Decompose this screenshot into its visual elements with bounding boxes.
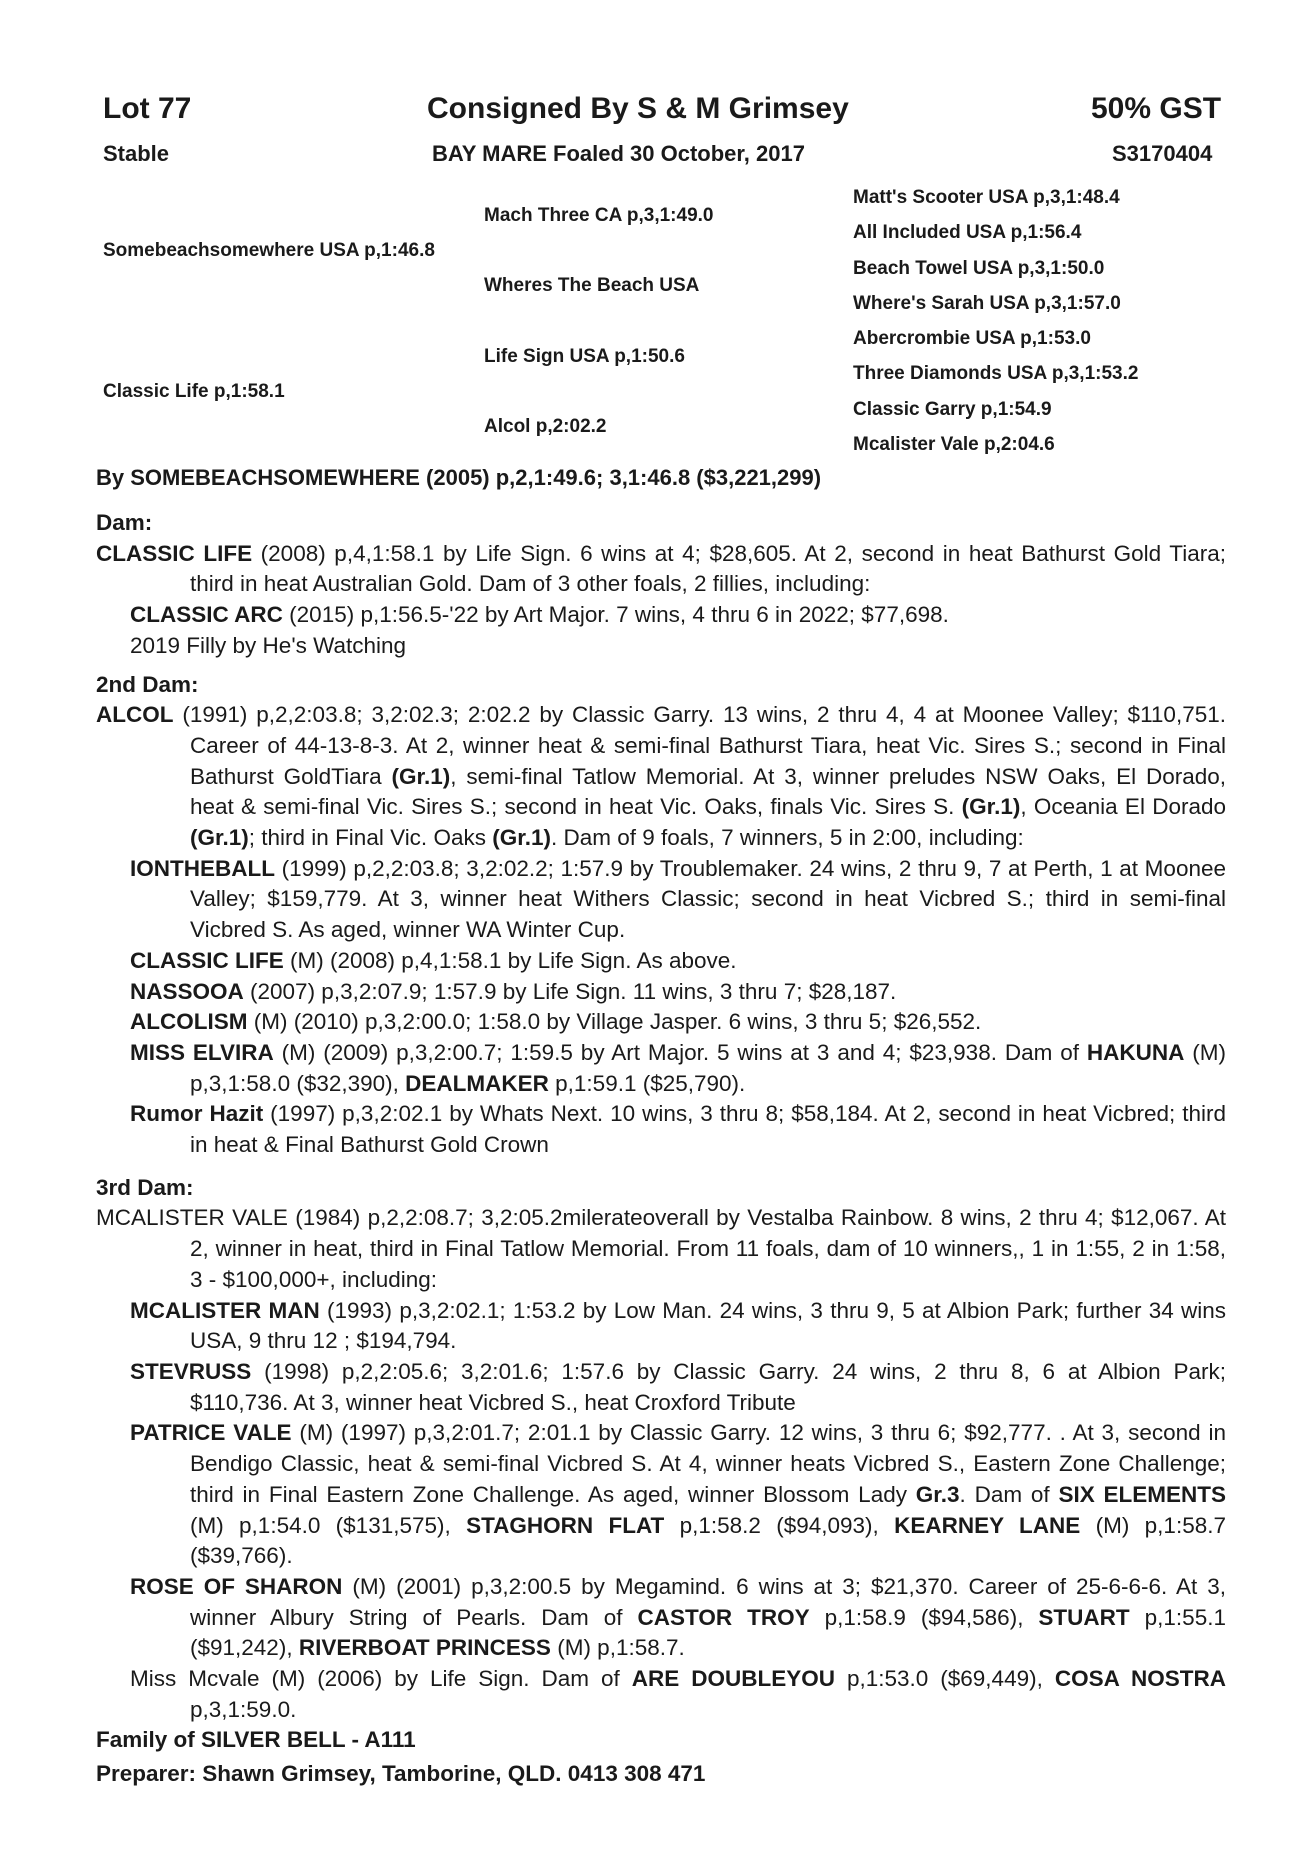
gst-note: 50% GST: [1091, 92, 1222, 125]
second-dam-heading: 2nd Dam:: [96, 671, 199, 697]
offspring-name: RIVERBOAT PRINCESS: [298, 1635, 551, 1661]
second-dam-progeny-3: [96, 977, 1226, 1008]
progeny-text: (M) p,3,1:58.0 ($32,390),: [190, 1039, 1226, 1096]
pedigree-dam: Classic Life p,1:58.1: [103, 381, 285, 402]
progeny-text: (M) p,1:58.7 ($39,766).: [190, 1512, 1226, 1569]
third-dam-progeny-5: [96, 1664, 1226, 1725]
offspring-name: CASTOR TROY: [637, 1604, 810, 1630]
entry-text: . Dam of 9 foals, 7 winners, 5 in 2:00, including:: [551, 825, 1024, 851]
entry-text: , Oceania El Dorado: [1020, 794, 1226, 820]
second-dam-progeny-2: [96, 946, 1226, 977]
dam-entry: [96, 539, 1226, 600]
progeny-text: (1993) p,3,2:02.1; 1:53.2 by Low Man. 24 wins, 3 thru 9, 5 at Albion Park; further 34 wins USA, 9 thru 12 ; $194,794.: [190, 1297, 1227, 1354]
offspring-name: STAGHORN FLAT: [466, 1512, 665, 1538]
pedigree-dam-dam: Alcol p,2:02.2: [484, 416, 607, 437]
progeny-name: PATRICE VALE: [130, 1420, 292, 1446]
grade-label: (Gr.1): [190, 825, 249, 851]
offspring-name: STUART: [1038, 1604, 1130, 1630]
progeny-text: p,1:59.1 ($25,790).: [548, 1070, 746, 1096]
pedigree-sire-dam: Wheres The Beach USA: [484, 275, 700, 296]
pedigree-ggen-4: Where's Sarah USA p,3,1:57.0: [853, 293, 1121, 314]
progeny-text: (2015) p,1:56.5-'22 by Art Major. 7 wins, 4 thru 6 in 2022; $77,698.: [282, 602, 949, 628]
progeny-text: p,1:58.2 ($94,093),: [664, 1512, 895, 1538]
consignor: Consigned By S & M Grimsey: [427, 92, 849, 125]
pedigree-notes: [96, 508, 1226, 1790]
progeny-text: (M) p,1:58.7.: [550, 1635, 685, 1661]
pedigree-sire: Somebeachsomewhere USA p,1:46.8: [103, 240, 435, 261]
third-dam-heading: 3rd Dam:: [96, 1174, 194, 1200]
progeny-text: (M) (2010) p,3,2:00.0; 1:58.0 by Village Jasper. 6 wins, 3 thru 5; $26,552.: [247, 1009, 982, 1035]
pedigree-ggen-7: Classic Garry p,1:54.9: [853, 399, 1052, 420]
progeny-name: ALCOLISM: [130, 1009, 248, 1035]
progeny-text: (1997) p,3,2:02.1 by Whats Next. 10 wins, 3 thru 8; $58,184. At 2, second in heat Vicbred; third in heat & Final Bathurst Gold Crown: [190, 1101, 1226, 1158]
third-dam-entry: MCALISTER VALE (1984) p,2,2:08.7; 3,2:05.2milerateoverall by Vestalba Rainbow. 8 wins, 2 thru 4; $12,067. At 2, winner in heat, third in Final Tatlow Memorial. From 11 foals, dam of 10 winners,, 1 in 1:55, 2 in 1:58, 3 - $100,000+, including:: [96, 1205, 1226, 1292]
progeny-text: Miss Mcvale (M) (2006) by Life Sign. Dam of: [130, 1666, 632, 1692]
progeny-text: p,3,1:59.0.: [190, 1696, 297, 1722]
dam-heading: Dam:: [96, 510, 153, 535]
second-dam-progeny-6: [96, 1099, 1226, 1160]
progeny-text: (2007) p,3,2:07.9; 1:57.9 by Life Sign. 11 wins, 3 thru 7; $28,187.: [243, 978, 897, 1004]
horse-description: BAY MARE Foaled 30 October, 2017: [432, 141, 805, 166]
offspring-name: DEALMAKER: [405, 1070, 549, 1096]
third-dam-progeny-3: [96, 1418, 1226, 1572]
progeny-text: p,1:53.0 ($69,449),: [834, 1666, 1055, 1692]
grade-label: (Gr.1): [961, 794, 1021, 820]
progeny-name: STEVRUSS: [130, 1358, 252, 1384]
progeny-text: (M) (1997) p,3,2:01.7; 2:01.1 by Classic Garry. 12 wins, 3 thru 6; $92,777. . At 3, second in Bendigo Classic, heat & semi-final Vicbred S. At 4, winner heats Vicbred S., Eastern Zone Challenge; third in Final Eastern Zone Challenge. As aged, winner Blossom Lady: [190, 1420, 1226, 1507]
progeny-text: (1998) p,2,2:05.6; 3,2:01.6; 1:57.6 by Classic Garry. 24 wins, 2 thru 8, 6 at Albion Park; $110,736. At 3, winner heat Vicbred S., heat Croxford Tribute: [190, 1358, 1226, 1415]
progeny-text: (M) (2008) p,4,1:58.1 by Life Sign. As above.: [283, 947, 737, 973]
entry-text: , semi-final Tatlow Memorial. At 3, winner preludes NSW Oaks, El Dorado, heat & semi-final Vic. Sires S.; second in heat Vic. Oaks, finals Vic. Sires S.: [190, 763, 1227, 820]
pedigree-sire-sire: Mach Three CA p,3,1:49.0: [484, 205, 714, 226]
grade-label: Gr.3: [915, 1481, 960, 1507]
dam-progeny-2: [96, 631, 1226, 662]
grade-label: (Gr.1): [391, 763, 451, 789]
progeny-text: (M) (2009) p,3,2:00.7; 1:59.5 by Art Major. 5 wins at 3 and 4; $23,938. Dam of: [273, 1039, 1087, 1065]
entry-text: ; third in Final Vic. Oaks: [248, 825, 493, 851]
progeny-text: p,1:55.1 ($91,242),: [190, 1604, 1226, 1661]
second-dam-progeny-4: [96, 1007, 1226, 1038]
progeny-text: 2019 Filly by He's Watching: [130, 632, 407, 658]
stable-label: Stable: [103, 141, 170, 166]
progeny-name: NASSOOA: [130, 978, 244, 1004]
third-dam-progeny-2: [96, 1357, 1226, 1418]
dam-name: CLASSIC LIFE: [96, 540, 253, 566]
third-dam-progeny-4: [96, 1572, 1226, 1664]
progeny-name: CLASSIC ARC: [130, 602, 283, 628]
preparer-line: Preparer: Shawn Grimsey, Tamborine, QLD. 0413 308 471: [96, 1761, 706, 1787]
pedigree-dam-sire: Life Sign USA p,1:50.6: [484, 346, 685, 367]
family-line: Family of SILVER BELL - A111: [96, 1727, 416, 1753]
progeny-name: MCALISTER MAN: [130, 1297, 320, 1323]
pedigree-ggen-8: Mcalister Vale p,2:04.6: [853, 434, 1055, 455]
progeny-name: Rumor Hazit: [130, 1101, 264, 1127]
progeny-text: (1999) p,2,2:03.8; 3,2:02.2; 1:57.9 by Troublemaker. 24 wins, 2 thru 9, 7 at Perth, 1 at Moonee Valley; $159,779. At 3, winner heat Withers Classic; second in heat Vicbred S.; third in semi-final Vicbred S. As aged, winner WA Winter Cup.: [190, 855, 1226, 943]
second-dam-name: ALCOL: [96, 702, 174, 728]
progeny-text: (M) p,1:54.0 ($131,575),: [190, 1512, 467, 1538]
offspring-name: SIX ELEMENTS: [1058, 1481, 1226, 1507]
entry-text: (1991) p,2,2:03.8; 3,2:02.3; 2:02.2 by Classic Garry. 13 wins, 2 thru 4, 4 at Moonee Valley; $110,751. Career of 44-13-8-3. At 2, winner heat & semi-final Bathurst Tiara, heat Vic. Sires S.; second in Final Bathurst GoldTiara: [173, 702, 1226, 789]
sire-line: By SOMEBEACHSOMEWHERE (2005) p,2,1:49.6; 3,1:46.8 ($3,221,299): [96, 465, 822, 490]
progeny-text: (M) (2001) p,3,2:00.5 by Megamind. 6 wins at 3; $21,370. Career of 25-6-6-6. At 3, winner Albury String of Pearls. Dam of: [190, 1573, 1226, 1630]
third-dam-progeny-1: [96, 1296, 1226, 1357]
dam-text: (2008) p,4,1:58.1 by Life Sign. 6 wins at 4; $28,605. At 2, second in heat Bathurst Gold Tiara; third in heat Australian Gold. Dam of 3 other foals, 2 fillies, including:: [190, 540, 1226, 597]
horse-code: S3170404: [1112, 141, 1213, 166]
lot-number: Lot 77: [103, 92, 192, 125]
dam-progeny-1: [96, 600, 1226, 631]
offspring-name: HAKUNA: [1086, 1039, 1185, 1065]
progeny-text: . Dam of: [959, 1481, 1059, 1507]
offspring-name: COSA NOSTRA: [1054, 1666, 1226, 1692]
progeny-name: CLASSIC LIFE: [130, 947, 284, 973]
progeny-name: IONTHEBALL: [130, 855, 275, 881]
progeny-name: MISS ELVIRA: [130, 1039, 274, 1065]
pedigree-ggen-3: Beach Towel USA p,3,1:50.0: [853, 258, 1105, 279]
offspring-name: KEARNEY LANE: [894, 1512, 1081, 1538]
second-dam-progeny-1: [96, 854, 1226, 946]
second-dam-entry: [96, 700, 1226, 854]
offspring-name: ARE DOUBLEYOU: [631, 1666, 835, 1692]
pedigree-ggen-1: Matt's Scooter USA p,3,1:48.4: [853, 187, 1120, 208]
second-dam-progeny-5: [96, 1038, 1226, 1099]
pedigree-ggen-6: Three Diamonds USA p,3,1:53.2: [853, 363, 1139, 384]
grade-label: (Gr.1): [492, 825, 551, 851]
progeny-name: ROSE OF SHARON: [130, 1573, 343, 1599]
pedigree-ggen-2: All Included USA p,1:56.4: [853, 222, 1082, 243]
pedigree-ggen-5: Abercrombie USA p,1:53.0: [853, 328, 1091, 349]
progeny-text: p,1:58.9 ($94,586),: [809, 1604, 1039, 1630]
